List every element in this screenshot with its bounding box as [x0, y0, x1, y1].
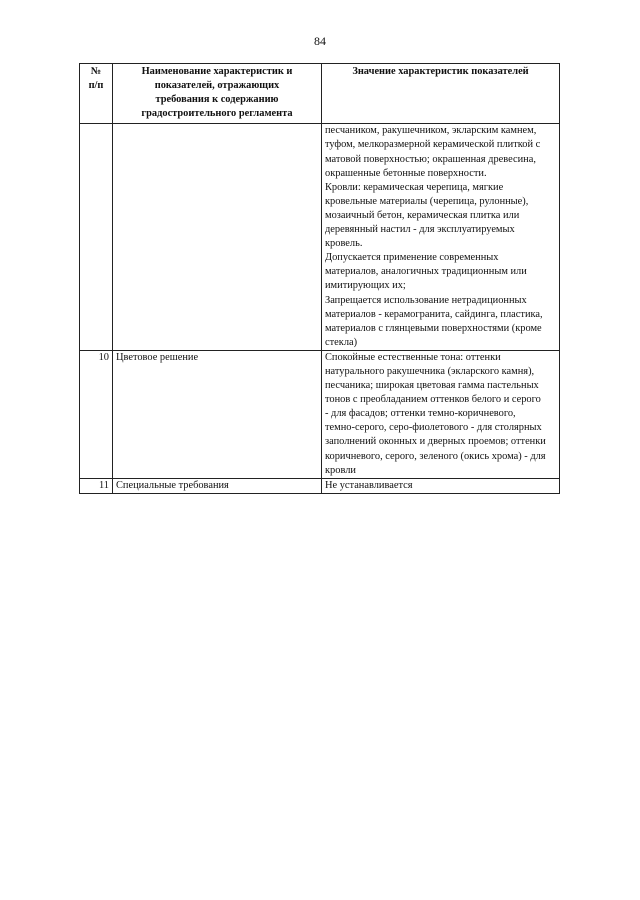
header-characteristic-value: Значение характеристик показателей: [322, 64, 560, 124]
table-row: [80, 478, 560, 493]
table-row: [80, 350, 560, 478]
page-number: 84: [314, 34, 326, 48]
row-name: Специальные требования: [113, 478, 322, 493]
row-number: 10: [80, 350, 113, 478]
row-value: Не устанавливается: [322, 478, 560, 493]
header-number: № п/п: [80, 64, 113, 124]
row-number: [80, 124, 113, 351]
table-row: [80, 124, 560, 351]
row-name: Цветовое решение: [113, 350, 322, 478]
row-value: песчаником, ракушечником, экларским камнем, туфом, мелкоразмерной керамической плиткой с матовой поверхностью; окрашенная древесина, окрашенные бетонные поверхности. Кровли: керамическая черепица, мягкие кровельные материалы (черепица, рулонные), мозаичный бетон, керамическая плитка или деревянный настил - для эксплуатируемых кровель. Допускается применение современных материалов, аналогичных традиционным или имитирующих их; Запрещается использование нетрадиционных материалов - керамогранита, сайдинга, пластика, материалов с глянцевыми поверхностями (кроме стекла): [322, 124, 560, 351]
regulations-table: [79, 63, 560, 494]
header-characteristic-name: Наименование характеристик и показателей, отражающих требования к содержанию градостроительного регламента: [113, 64, 322, 124]
table-header-row: [80, 64, 560, 124]
row-name: [113, 124, 322, 351]
row-value: Спокойные естественные тона: оттенки натурального ракушечника (экларского камня), песчаника; широкая цветовая гамма пастельных тонов с преобладанием оттенков белого и серого - для фасадов; оттенки темно-коричневого, темно-серого, серо-фиолетового - для столярных заполнений оконных и дверных проемов; оттенки коричневого, серого, зеленого (окись хрома) - для кровли: [322, 350, 560, 478]
row-number: 11: [80, 478, 113, 493]
